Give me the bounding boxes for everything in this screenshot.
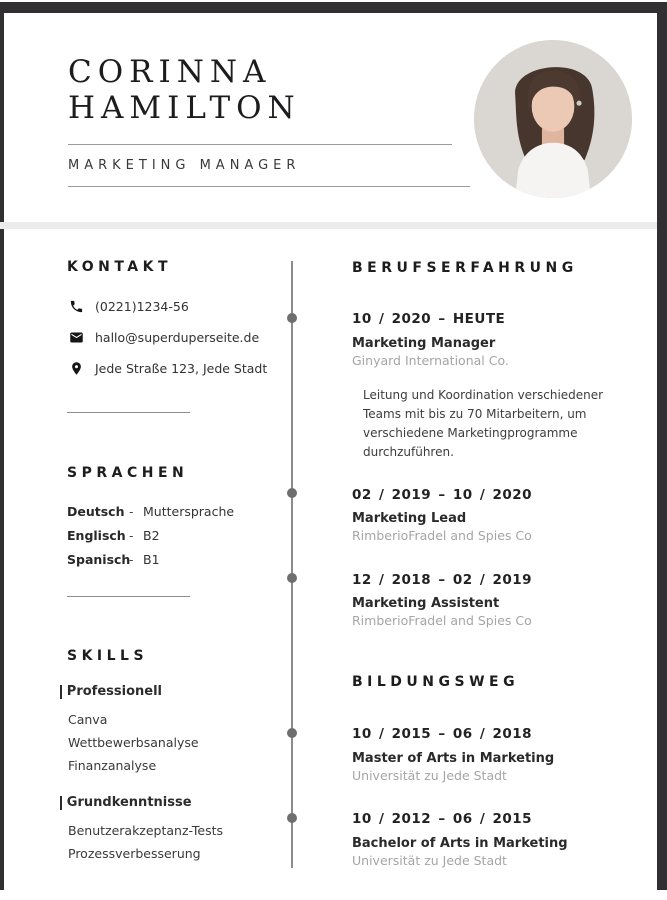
skill-group-bar [60,796,62,810]
person-name-line1: CORINNA [68,54,272,90]
education-school: Universität zu Jede Stadt [352,853,507,868]
language-label: Deutsch [67,504,125,519]
timeline-dot [287,313,297,323]
skill-group-title: Grundkenntnisse [66,795,192,810]
skill-item: Prozessverbesserung [68,846,201,861]
education-title: Bachelor of Arts in Marketing [352,836,568,851]
language-separator: - [129,528,134,543]
skill-group-bar [60,685,62,699]
experience-description: Leitung und Koordination verschiedener Teams mit bis zu 70 Mitarbeitern, um verschiedene Marketingprogramme durchzuführen. [363,388,604,459]
experience-company: RimberioFradel and Spies Co [352,613,532,628]
section-heading-bildungsweg: BILDUNGSWEG [352,674,520,690]
language-label: Englisch [67,528,126,543]
experience-dates: 12 / 2018 – 02 / 2019 [352,572,533,588]
skill-item: Wettbewerbsanalyse [68,735,199,750]
email-icon [69,330,84,345]
language-level: B2 [143,528,160,543]
language-label: Spanisch [67,552,131,567]
skill-item: Benutzerakzeptanz-Tests [68,823,224,838]
location-icon [69,361,84,376]
experience-title: Marketing Assistent [352,596,500,611]
language-row [67,528,160,543]
contact-email: hallo@superduperseite.de [95,330,260,345]
education-school: Universität zu Jede Stadt [352,768,507,783]
education-title: Master of Arts in Marketing [352,751,555,766]
section-heading-berufserfahrung: BERUFSERFAHRUNG [352,260,578,276]
contact-phone: (0221)1234-56 [95,299,189,314]
left-divider-2 [67,596,190,597]
timeline-dot [287,813,297,823]
experience-dates: 10 / 2020 – HEUTE [352,311,506,327]
language-separator: - [129,504,134,519]
profile-photo-illustration [474,40,632,198]
language-level: Muttersprache [143,504,235,519]
experience-company: RimberioFradel and Spies Co [352,528,532,543]
education-dates: 10 / 2012 – 06 / 2015 [352,811,533,827]
section-heading-kontakt: KONTAKT [67,259,173,275]
person-name-line2: HAMILTON [68,90,301,126]
page-frame-right [657,2,667,890]
experience-dates: 02 / 2019 – 10 / 2020 [352,487,533,503]
language-level: B1 [143,552,160,567]
timeline-dot [287,728,297,738]
contact-address: Jede Straße 123, Jede Stadt [95,361,268,376]
contact-row-email [69,330,259,345]
phone-icon [69,299,84,314]
skill-group-grundkenntnisse [60,795,192,810]
experience-company: Ginyard International Co. [352,353,509,368]
header-separator-band [0,222,657,229]
section-heading-skills: SKILLS [67,648,149,664]
experience-title: Marketing Manager [352,336,496,351]
contact-row-phone [69,299,189,314]
experience-title: Marketing Lead [352,511,467,526]
language-row [67,504,234,519]
job-title: MARKETING MANAGER [68,158,301,173]
person-name [68,54,301,126]
timeline-dot [287,573,297,583]
page-frame-left [0,2,4,890]
language-row [67,552,160,567]
skill-group-title: Professionell [66,684,162,699]
header-rule-top [68,144,452,145]
skill-group-professionell [60,684,162,699]
timeline-rail [291,261,293,868]
left-divider-1 [67,412,190,413]
profile-photo [474,40,632,198]
skill-item: Canva [68,712,108,727]
skill-item: Finanzanalyse [68,758,157,773]
header-rule-bottom [68,186,470,187]
section-heading-sprachen: SPRACHEN [67,465,189,481]
contact-row-address [69,361,267,376]
language-separator: - [129,552,134,567]
page-frame-top [0,2,667,13]
education-dates: 10 / 2015 – 06 / 2018 [352,726,533,742]
timeline-dot [287,488,297,498]
